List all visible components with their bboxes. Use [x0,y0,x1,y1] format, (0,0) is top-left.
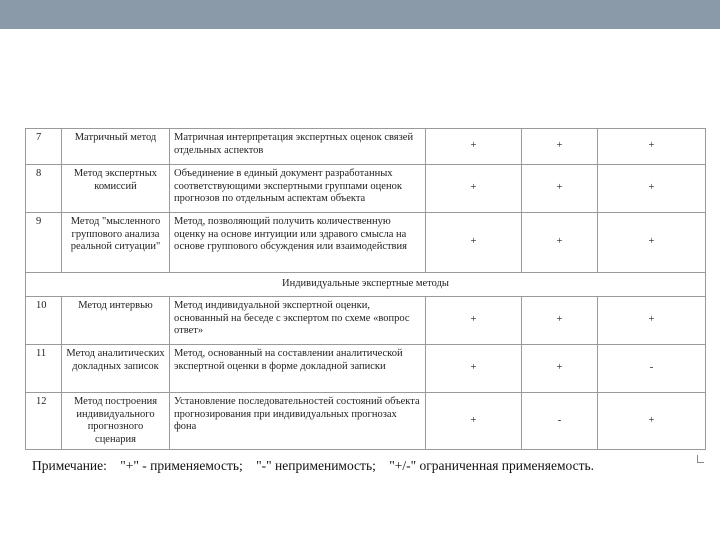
row-number: 11 [26,345,62,393]
mark-cell: - [598,345,706,393]
table-row [26,393,706,450]
row-number: 9 [26,213,62,273]
mark-cell: + [426,213,522,273]
mark-cell: + [522,129,598,165]
header-bar [0,0,720,29]
table-row [26,345,706,393]
method-name: Метод "мысленного группового анализа реальной ситуации" [62,213,170,273]
method-description: Установление последовательностей состояний объекта прогнозирования при индивидуальных прогнозах фона [170,393,426,450]
method-name: Метод экспертных комиссий [62,165,170,213]
table-note [32,458,594,474]
method-name: Метод построения индивидуального прогнозного сценария [62,393,170,450]
method-description: Метод индивидуальной экспертной оценки, основанный на беседе с экспертом по схеме «вопрос ответ» [170,297,426,345]
mark-cell: + [522,165,598,213]
table-row [26,165,706,213]
table-row [26,213,706,273]
mark-cell: - [522,393,598,450]
mark-cell: + [598,213,706,273]
mark-cell: + [598,165,706,213]
method-description: Метод, позволяющий получить количественную оценку на основе интуиции или здравого смысла на основе группового обсуждения или взаимодействия [170,213,426,273]
mark-cell: + [426,297,522,345]
mark-cell: + [522,345,598,393]
mark-cell: + [426,129,522,165]
mark-cell: + [598,297,706,345]
mark-cell: + [426,345,522,393]
mark-cell: + [598,129,706,165]
section-row [26,273,706,297]
mark-cell: + [426,393,522,450]
table-row [26,129,706,165]
method-name: Метод интервью [62,297,170,345]
row-number: 8 [26,165,62,213]
methods-table [25,128,706,450]
note-mixed: "+/-" ограниченная применяемость. [389,458,595,473]
method-description: Объединение в единый документ разработанных соответствующими экспертными группами оценок прогнозов по отдельным аспектам объекта [170,165,426,213]
method-name: Матричный метод [62,129,170,165]
section-title: Индивидуальные экспертные методы [26,273,706,297]
method-description: Матричная интерпретация экспертных оценок связей отдельных аспектов [170,129,426,165]
note-plus: "+" - применяемость; [120,458,243,473]
row-number: 7 [26,129,62,165]
mark-cell: + [426,165,522,213]
note-label: Примечание: [32,458,107,473]
corner-mark [697,455,704,463]
mark-cell: + [522,297,598,345]
note-minus: "-" неприменимость; [256,458,376,473]
mark-cell: + [598,393,706,450]
table-row [26,297,706,345]
mark-cell: + [522,213,598,273]
row-number: 10 [26,297,62,345]
method-name: Метод аналитических докладных записок [62,345,170,393]
row-number: 12 [26,393,62,450]
method-description: Метод, основанный на составлении аналитической экспертной оценки в форме докладной записки [170,345,426,393]
